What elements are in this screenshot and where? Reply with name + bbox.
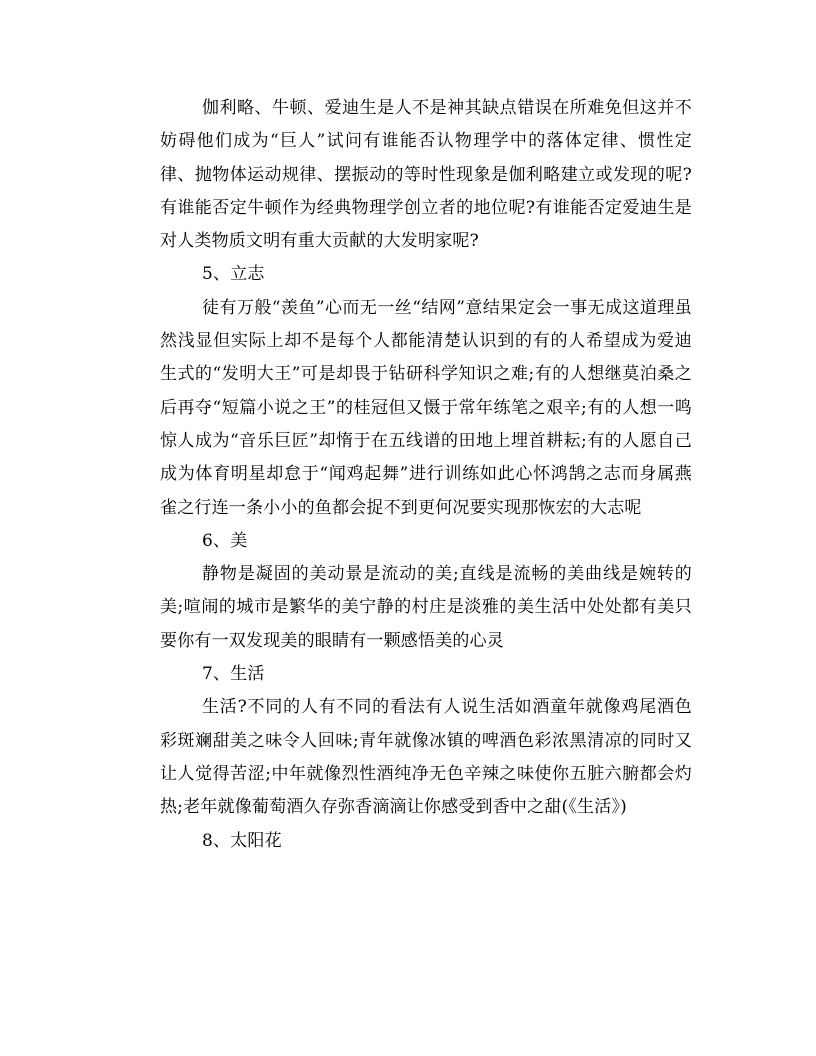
paragraph-life: 生活?不同的人有不同的看法有人说生活如酒童年就像鸡尾酒色彩斑斓甜美之味令人回味;青年就像冰镇的啤酒色彩浓黑清凉的同时又让人觉得苦涩;中年就像烈性酒纯净无色辛辣之味使你五脏六腑都会灼热;老年就像葡萄酒久存弥香滴滴让你感受到香中之甜(《生活》) (160, 697, 692, 818)
heading-7-life: 7、生活 (202, 664, 265, 685)
document-body (160, 92, 692, 858)
paragraph-ambition: 徒有万般“羡鱼”心而无一丝“结网”意结果定会一事无成这道理虽然浅显但实际上却不是每个人都能清楚认识到的有的人希望成为爱迪生式的“发明大王”可是却畏于钻研科学知识之难;有的人想继莫泊桑之后再夺“短篇小说之王”的桂冠但又慑于常年练笔之艰辛;有的人想一鸣惊人成为“音乐巨匠”却惰于在五线谱的田地上埋首耕耘;有的人愿自己成为体育明星却怠于“闻鸡起舞”进行训练如此心怀鸿鹄之志而身属燕雀之行连一条小小的鱼都会捉不到更何况要实现那恢宏的大志呢 (160, 297, 692, 518)
paragraph-beauty: 静物是凝固的美动景是流动的美;直线是流畅的美曲线是婉转的美;喧闹的城市是繁华的美宁静的村庄是淡雅的美生活中处处都有美只要你有一双发现美的眼睛有一颗感悟美的心灵 (160, 564, 692, 651)
heading-8-sunflower: 8、太阳花 (202, 830, 282, 851)
heading-6-beauty: 6、美 (202, 530, 248, 551)
paragraph-great-men: 伽利略、牛顿、爱迪生是人不是神其缺点错误在所难免但这并不妨碍他们成为“巨人”试问有谁能否认物理学中的落体定律、惯性定律、抛物体运动规律、摆振动的等时性现象是伽利略建立或发现的呢?有谁能否定牛顿作为经典物理学创立者的地位呢?有谁能否定爱迪生是对人类物质文明有重大贡献的大发明家呢? (160, 98, 692, 252)
heading-5-ambition: 5、立志 (202, 264, 265, 285)
